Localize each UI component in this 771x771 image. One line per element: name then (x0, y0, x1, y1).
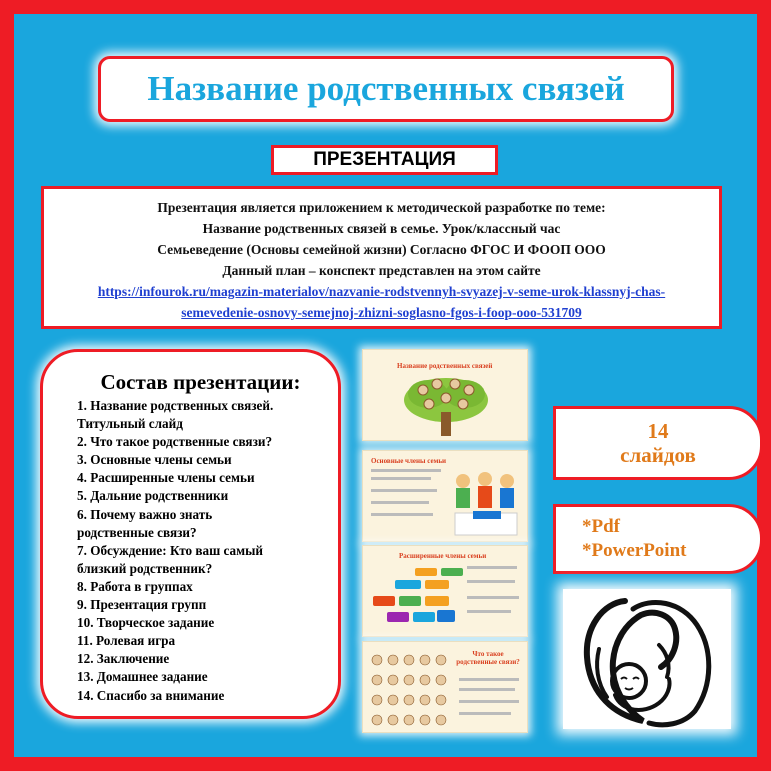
slide-4-title: Что такое родственные связи? (456, 650, 520, 666)
description-box (41, 186, 722, 329)
slide-count-unit: слайдов (620, 443, 696, 467)
list-item: 1. Название родственных связей. (77, 398, 274, 413)
list-item: 8. Работа в группах (77, 578, 193, 594)
source-link-part-1[interactable]: https://infourok.ru/magazin-materialov/nazvanie-rodstvennyh-svyazej-v-seme-urok-klassnyj-chas- (97, 284, 666, 299)
slide-2-title: Основные члены семьи (371, 457, 447, 465)
contents-box (40, 349, 341, 719)
slide-thumbnail-4 (362, 641, 528, 733)
formats-callout (553, 504, 763, 574)
slide-thumbnail-1 (362, 349, 528, 441)
relatives-diagram-icon (363, 546, 528, 637)
list-item: 10. Творческое задание (77, 615, 215, 631)
description-line-2: Название родственных связей в семье. Урок/классный час (202, 221, 561, 236)
slide-count-number: 14 (647, 419, 669, 443)
list-item: 13. Домашнее задание (77, 669, 208, 685)
family-members-icon (363, 451, 528, 542)
slide-thumbnail-2 (362, 450, 528, 542)
list-item: 4. Расширенные члены семьи (77, 470, 255, 486)
list-item: 6. Почему важно знать (77, 506, 213, 522)
list-item: 11. Ролевая игра (77, 633, 176, 649)
list-item: 14. Спасибо за внимание (77, 687, 225, 703)
list-item: 3. Основные члены семьи (77, 452, 232, 468)
list-item: 9. Презентация групп (77, 597, 207, 613)
family-tree-icon (363, 350, 528, 441)
description-line-1: Презентация является приложением к методической разработке по теме: (157, 200, 606, 215)
contents-heading: Состав презентации: (100, 370, 301, 394)
mother-child-logo (563, 589, 731, 729)
slide-thumbnail-3 (362, 545, 528, 637)
format-powerpoint: *PowerPoint (582, 540, 687, 561)
slide-3-title: Расширенные члены семьи (399, 552, 487, 560)
source-link-part-2[interactable]: semevedenie-osnovy-semejnoj-zhizni-soglasno-fgos-i-foop-ooo-531709 (181, 305, 582, 320)
slide-count-callout (553, 406, 763, 480)
list-item: родственные связи? (77, 524, 197, 540)
list-item: Титульный слайд (77, 416, 183, 432)
mother-child-icon (563, 589, 731, 729)
format-pdf: *Pdf (582, 516, 620, 537)
page-title: Название родственных связей (147, 69, 625, 108)
list-item: 5. Дальние родственники (77, 488, 229, 504)
presentation-label-text: ПРЕЗЕНТАЦИЯ (313, 149, 456, 170)
description-line-4: Данный план – конспект представлен на этом сайте (222, 263, 541, 278)
slide-1-title: Название родственных связей (397, 362, 493, 370)
list-item: 7. Обсуждение: Кто ваш самый (77, 542, 264, 558)
title-banner (98, 56, 674, 122)
list-item: 12. Заключение (77, 651, 170, 667)
relatives-grid-icon (363, 642, 528, 733)
contents-list (77, 397, 324, 705)
list-item: близкий родственник? (77, 560, 213, 576)
description-line-3: Семьеведение (Основы семейной жизни) Согласно ФГОС И ФООП ООО (157, 242, 606, 257)
presentation-label (271, 145, 498, 175)
list-item: 2. Что такое родственные связи? (77, 434, 273, 450)
